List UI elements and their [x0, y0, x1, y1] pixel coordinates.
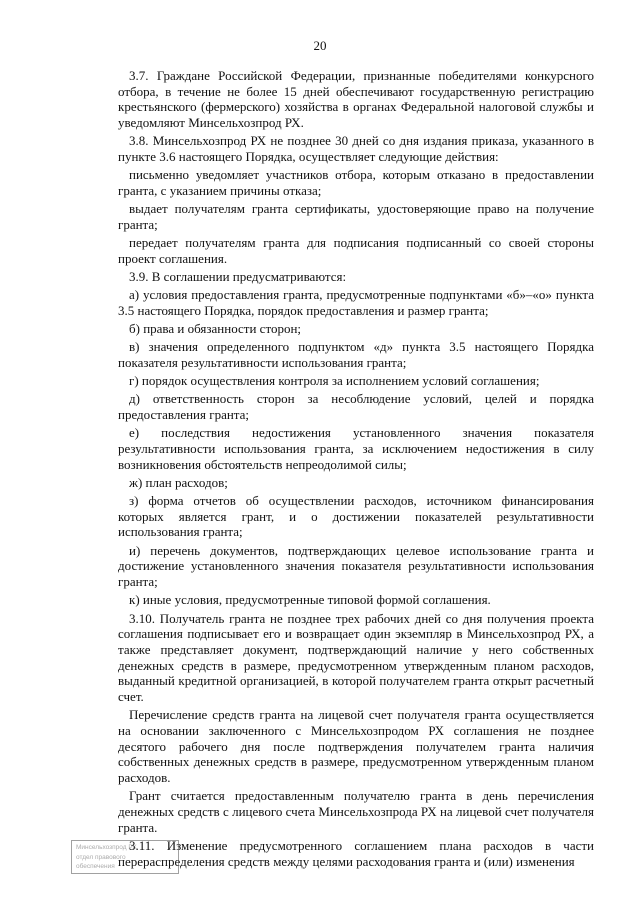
stamp-line: Минсельхозпрод РХ — [76, 844, 137, 851]
approval-stamp — [71, 840, 179, 874]
paragraph-3-9-a: а) условия предоставления гранта, предусмотренные подпунктами «б»–«о» пункта 3.5 настоящего Порядка, порядок предоставления и размер гранта; — [118, 287, 594, 318]
paragraph-3-9-z: з) форма отчетов об осуществлении расходов, источником финансирования которых является грант, и о достижении показателей результативности использования гранта; — [118, 493, 594, 540]
paragraph-3-10: 3.10. Получатель гранта не позднее трех рабочих дней со дня получения проекта соглашения подписывает его и возвращает один экземпляр в Минсельхозпрод РХ, а также представляет документ, подтверждающий наличие у него собственных денежных средств в размере, предусмотренном утвержденным планом расходов, выданный кредитной организацией, в которой получателем гранта открыт расчетный счет. — [118, 610, 594, 705]
paragraph-3-9-g: г) порядок осуществления контроля за исполнением условий соглашения; — [129, 373, 540, 389]
stamp-line: обеспечения — [76, 863, 115, 870]
document-body — [118, 68, 594, 872]
paragraph-3-11: 3.11. Изменение предусмотренного соглашением плана расходов в части перераспределения средств между целями расходования гранта и (или) изменения — [118, 837, 594, 869]
paragraph-3-9-k: к) иные условия, предусмотренные типовой формой соглашения. — [129, 592, 491, 608]
paragraph-3-9-i: и) перечень документов, подтверждающих целевое использование гранта и достижение установленного значения показателя результативности использования гранта; — [118, 542, 594, 590]
paragraph-3-9-d: д) ответственность сторон за несоблюдение условий, целей и порядка предоставления гранта; — [118, 391, 594, 423]
paragraph-3-7: 3.7. Граждане Российской Федерации, признанные победителями конкурсного отбора, в течение не более 15 дней обеспечивают государственную регистрацию крестьянского (фермерского) хозяйства в органах Федеральной налоговой службы и уведомляют Минсельхозпрод РХ. — [118, 68, 594, 131]
paragraph-3-8-item-3: передает получателям гранта для подписания подписанный со своей стороны проект соглашения. — [118, 235, 594, 266]
paragraph-3-9-v: в) значения определенного подпунктом «д» пункта 3.5 настоящего Порядка показателя результативности использования гранта; — [118, 339, 594, 370]
paragraph-3-10-transfer: Перечисление средств гранта на лицевой счет получателя гранта осуществляется на основании заключенного с Минсельхозпродом РХ соглашения не позднее десятого рабочего дня после подтверждения получателем гранта наличия собственных денежных средств в размере, предусмотренном утвержденным планом расходов. — [118, 707, 594, 786]
paragraph-3-8-item-1: письменно уведомляет участников отбора, которым отказано в предоставлении гранта, с указанием причины отказа; — [118, 167, 594, 198]
paragraph-3-9-e: е) последствия недостижения установленного значения показателя результативности использования гранта, за исключением недостижения в силу возникновения обстоятельств непреодолимой силы; — [118, 425, 594, 472]
paragraph-3-9: 3.9. В соглашении предусматриваются: — [129, 268, 347, 284]
stamp-line: отдел правового — [76, 853, 126, 861]
paragraph-3-10-grant-provided: Грант считается предоставленным получателю гранта в день перечисления денежных средств с лицевого счета Минсельхозпрода РХ на лицевой счет получателя гранта. — [118, 788, 594, 835]
paragraph-3-8: 3.8. Минсельхозпрод РХ не позднее 30 дней со дня издания приказа, указанного в пункте 3.6 настоящего Порядка, осуществляет следующие действия: — [118, 133, 594, 165]
page-number: 20 — [313, 38, 327, 53]
paragraph-3-9-zh: ж) план расходов; — [129, 474, 228, 490]
paragraph-3-8-item-2: выдает получателям гранта сертификаты, удостоверяющие право на получение гранта; — [118, 201, 594, 232]
paragraph-3-9-b: б) права и обязанности сторон; — [129, 321, 302, 337]
